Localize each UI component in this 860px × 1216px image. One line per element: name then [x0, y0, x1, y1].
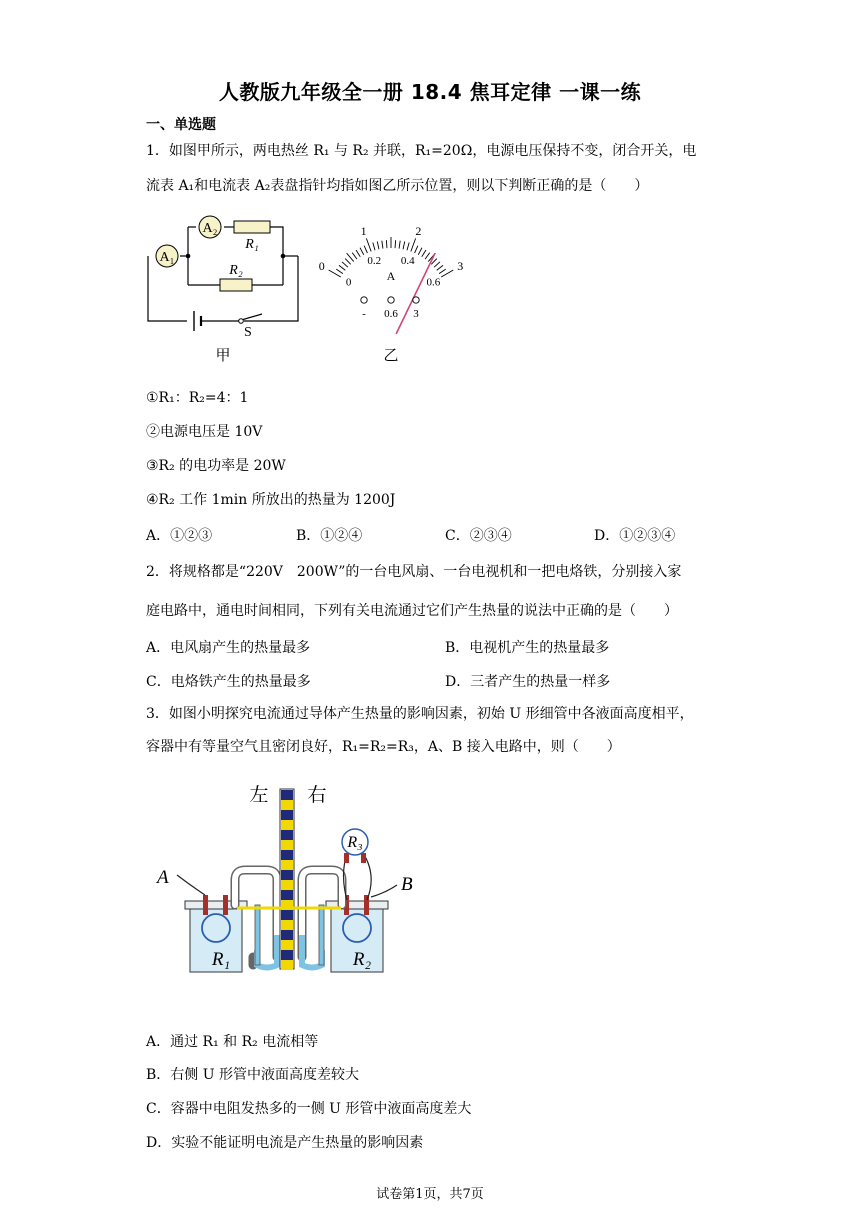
ruler-band [281, 950, 293, 960]
dial-tick [418, 248, 422, 255]
q3-figure [145, 775, 435, 980]
label-r3: R₃ [347, 834, 363, 851]
ruler-band [281, 830, 293, 840]
ruler-band [281, 790, 293, 800]
label-right: 右 [307, 785, 327, 806]
label-r2: R₂ [352, 949, 372, 970]
q1-stem-line1: 1．如图甲所示，两电热丝 R₁ 与 R₂ 并联，R₁=20Ω，电源电压保持不变，闭合开关，电 [146, 143, 697, 159]
q2-stem-line1: 2．将规格都是“220V 200W”的一台电风扇、一台电视机和一把电烙铁，分别接入家 [146, 564, 682, 580]
ruler-band [281, 810, 293, 820]
dial-tick [347, 253, 354, 261]
q1-option-c[interactable]: C．②③④ [445, 528, 512, 544]
ruler-bands [281, 790, 293, 970]
dial-tick [403, 241, 405, 249]
dial-tick [395, 240, 396, 248]
q2-option-a[interactable]: A．电风扇产生的热量最多 [146, 640, 311, 656]
terminal-label-negative: - [362, 308, 366, 320]
dial-tick [360, 248, 364, 255]
dial-tick [342, 262, 348, 267]
q1-option-d[interactable]: D．①②③④ [594, 528, 676, 544]
ammeter-a1-label: A₁ [159, 250, 175, 265]
dial-tick [352, 253, 357, 259]
dial-tick [364, 246, 367, 253]
q2-option-d[interactable]: D．三者产生的热量一样多 [445, 674, 611, 690]
ruler-band [281, 870, 293, 880]
q1-statement-1: ①R₁：R₂=4：1 [146, 390, 249, 406]
dial-bottom-label: 0.6 [426, 276, 441, 289]
figure-caption-jia: 甲 [215, 348, 231, 364]
page-footer: 试卷第1页，共7页 [376, 1187, 484, 1202]
terminal-0.6 [388, 297, 394, 303]
junction-left [186, 254, 191, 259]
q1-option-a[interactable]: A．①②③ [146, 528, 213, 544]
figure-caption-yi: 乙 [383, 348, 399, 364]
label-b: B [401, 874, 413, 895]
dial-tick [386, 240, 387, 248]
dial-tick [407, 243, 409, 251]
switch-label: S [244, 325, 252, 340]
page-title: 人教版九年级全一册 18.4 焦耳定律 一课一练 [218, 80, 642, 104]
dial-tick [439, 269, 446, 273]
dial-top-label: 2 [415, 223, 422, 238]
ruler-band [281, 850, 293, 860]
ruler-band [281, 820, 293, 830]
ruler-band [281, 940, 293, 950]
q3-option-b[interactable]: B．右侧 U 形管中液面高度差较大 [146, 1067, 359, 1083]
ruler-band [281, 920, 293, 930]
label-r1: R₁ [211, 949, 231, 970]
ruler-band [281, 960, 293, 970]
q1-stem-line2: 流表 A₁和电流表 A₂表盘指针均指如图乙所示位置，则以下判断正确的是（ ） [146, 178, 649, 194]
terminal-label-0.6: 0.6 [384, 308, 398, 320]
electrode-l1 [203, 895, 208, 915]
q1-statement-4: ④R₂ 工作 1min 所放出的热量为 1200J [146, 492, 396, 508]
ruler-band [281, 860, 293, 870]
ruler-band [281, 880, 293, 890]
ruler-band [281, 930, 293, 940]
q3-option-a[interactable]: A．通过 R₁ 和 R₂ 电流相等 [146, 1034, 319, 1050]
q1-option-b[interactable]: B．①②④ [296, 528, 363, 544]
q3-option-d[interactable]: D．实验不能证明电流是产生热量的影响因素 [146, 1135, 424, 1151]
dial-tick [411, 238, 416, 251]
label-left: 左 [249, 785, 269, 806]
dial-top-label: 1 [360, 223, 367, 238]
dial-tick [382, 241, 383, 249]
junction-right [281, 254, 286, 259]
dial-tick [377, 241, 379, 249]
terminal-negative [361, 297, 367, 303]
dial-bottom-label: 0.2 [367, 254, 382, 267]
q1-statement-3: ③R₂ 的电功率是 20W [146, 458, 286, 474]
dial-tick [415, 246, 418, 253]
q1-figure [140, 210, 485, 370]
dial-bottom-label: 0 [345, 276, 352, 289]
dial-tick [345, 259, 351, 265]
dial-tick [434, 262, 440, 267]
resistor-r1-icon [234, 221, 270, 233]
label-a: A [157, 867, 169, 888]
q1-statement-2: ②电源电压是 10V [146, 424, 263, 440]
q3-stem-line2: 容器中有等量空气且密闭良好，R₁=R₂=R₃，A、B 接入电路中，则（ ） [146, 739, 621, 755]
dial-tick [366, 238, 371, 251]
dial-tick [399, 241, 400, 249]
resistor-r2-label: R₂ [229, 263, 243, 278]
dial-top-label: 3 [457, 259, 464, 273]
ruler-band [281, 800, 293, 810]
dial-top-label: 0 [318, 259, 325, 273]
section-heading: 一、单选题 [146, 117, 216, 133]
dial-tick [339, 265, 345, 270]
terminal-label-3: 3 [413, 308, 419, 320]
ammeter-a2-label: A₂ [202, 221, 218, 236]
dial-tick [422, 250, 426, 257]
dial-tick [425, 253, 430, 259]
resistor-r2-icon [220, 279, 252, 291]
q3-stem-line1: 3．如图小明探究电流通过导体产生热量的影响因素，初始 U 形细管中各液面高度相平， [146, 706, 694, 722]
dial-tick [373, 243, 375, 251]
ruler-band [281, 840, 293, 850]
electrode-l2 [223, 895, 228, 915]
ruler-band [281, 910, 293, 920]
dial-tick [356, 250, 360, 257]
dial-bottom-label: 0.4 [400, 254, 415, 267]
dial-tick [336, 269, 343, 273]
dial-tick [437, 265, 443, 270]
dial-unit-label: A [386, 269, 396, 283]
q2-option-b[interactable]: B．电视机产生的热量最多 [445, 640, 610, 656]
switch-pivot [239, 319, 244, 324]
terminal-3 [413, 297, 419, 303]
ruler-band [281, 890, 293, 900]
q2-stem-line2: 庭电路中，通电时间相同，下列有关电流通过它们产生热量的说法中正确的是（ ） [146, 603, 678, 619]
resistor-r1-label: R₁ [245, 237, 259, 252]
q3-option-c[interactable]: C．容器中电阻发热多的一侧 U 形管中液面高度差大 [146, 1101, 472, 1117]
q2-option-c[interactable]: C．电烙铁产生的热量最多 [146, 674, 311, 690]
